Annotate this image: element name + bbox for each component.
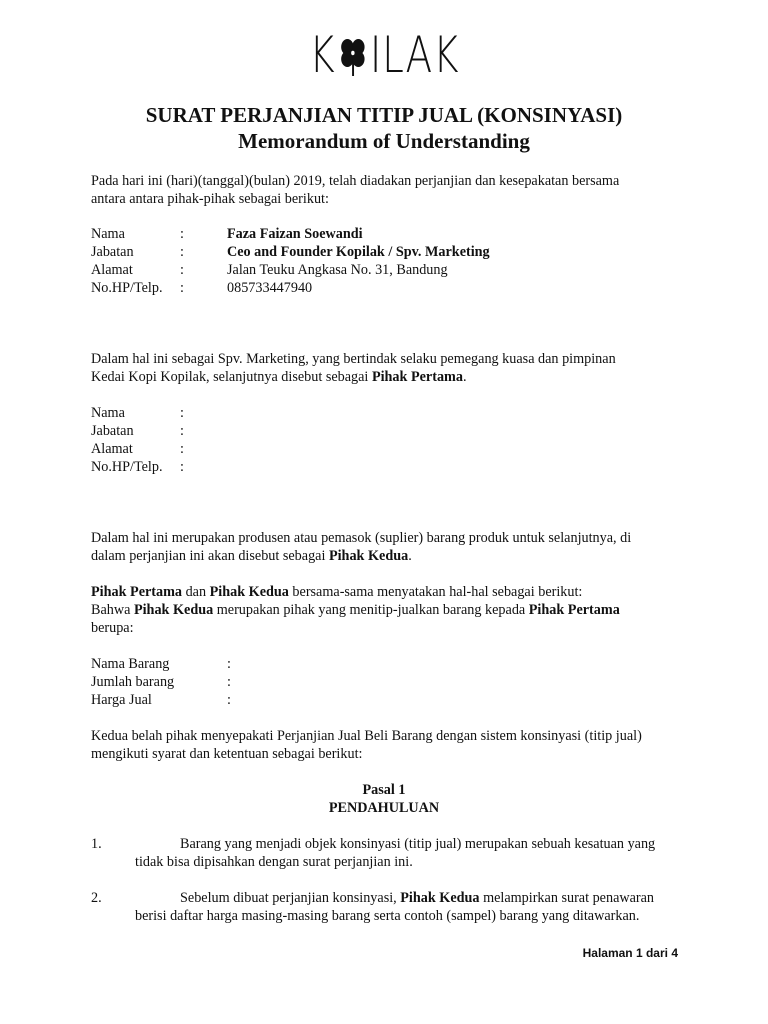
field-label: Nama Barang: [91, 656, 170, 672]
party2-name-row: [91, 404, 691, 422]
field-label: Harga Jual: [91, 692, 152, 708]
field-colon: :: [227, 656, 231, 672]
field-colon: :: [180, 244, 184, 260]
goods-price-row: [91, 691, 691, 709]
description-line: [91, 368, 681, 386]
field-colon: :: [180, 226, 184, 242]
field-colon: :: [227, 692, 231, 708]
item-number: 2.: [91, 890, 102, 906]
party1-phone-row: [91, 279, 691, 297]
description-text: dalam perjanjian ini akan disebut sebagai: [91, 548, 329, 564]
goods-name-row: [91, 655, 691, 673]
party2-address-row: [91, 440, 691, 458]
logo-text-left: K: [308, 26, 336, 84]
party1-name-row: [91, 225, 691, 243]
field-value: Faza Faizan Soewandi: [227, 226, 363, 242]
party1-position-row: [91, 243, 691, 261]
pihak-kedua-term: Pihak Kedua: [400, 890, 480, 906]
agreement-line: mengikuti syarat dan ketentuan sebagai berikut:: [91, 746, 363, 762]
field-value: Jalan Teuku Angkasa No. 31, Bandung: [227, 262, 448, 278]
statement-text: bersama-sama menyatakan hal-hal sebagai berikut:: [288, 584, 583, 600]
party2-description: [91, 529, 681, 565]
description-end: .: [408, 548, 412, 564]
pihak-kedua-term: Pihak Kedua: [209, 584, 289, 600]
pihak-pertama-term: Pihak Pertama: [371, 369, 463, 385]
page-number: Halaman 1 dari 4: [582, 946, 678, 960]
description-line: [91, 547, 681, 565]
description-text: Kedai Kopi Kopilak, selanjutnya disebut sebagai: [91, 369, 372, 385]
statement-line: [91, 583, 691, 601]
pasal-number: Pasal 1: [362, 782, 406, 798]
item-line: [135, 889, 683, 907]
statement-line: [91, 601, 691, 619]
field-label: No.HP/Telp.: [91, 459, 163, 475]
item-text: [135, 835, 683, 871]
item-line: berisi daftar harga masing-masing barang serta contoh (sampel) barang yang ditawarkan.: [135, 908, 640, 924]
pihak-pertama-term: Pihak Pertama: [528, 602, 620, 618]
clover-icon: [337, 33, 368, 77]
agreement-line: Kedua belah pihak menyepakati Perjanjian Jual Beli Barang dengan sistem konsinyasi (titip jual): [91, 728, 642, 744]
field-colon: :: [227, 674, 231, 690]
intro-line: antara antara pihak-pihak sebagai berikut:: [91, 191, 329, 207]
item-text: [135, 889, 683, 925]
item-line-text: melampirkan surat penawaran: [479, 890, 655, 906]
document-subtitle: Memorandum of Understanding: [238, 129, 530, 153]
statement-paragraph: [91, 583, 691, 637]
field-colon: :: [180, 280, 184, 296]
field-colon: :: [180, 262, 184, 278]
agreement-paragraph: [91, 727, 691, 763]
party2-position-row: [91, 422, 691, 440]
statement-text: Bahwa: [91, 602, 134, 618]
field-colon: :: [180, 405, 184, 421]
item-line-text: Sebelum dibuat perjanjian konsinyasi,: [180, 890, 401, 906]
field-label: Jabatan: [91, 423, 134, 439]
description-line: Dalam hal ini sebagai Spv. Marketing, yang bertindak selaku pemegang kuasa dan pimpinan: [91, 351, 616, 367]
field-label: No.HP/Telp.: [91, 280, 163, 296]
party2-phone-row: [91, 458, 691, 476]
statement-text: dan: [182, 584, 210, 600]
description-line: Dalam hal ini merupakan produsen atau pemasok (suplier) barang produk untuk selanjutnya, di: [91, 530, 632, 546]
field-colon: :: [180, 459, 184, 475]
field-colon: :: [180, 441, 184, 457]
field-value: Ceo and Founder Kopilak / Spv. Marketing: [227, 244, 490, 260]
item-number: 1.: [91, 836, 102, 852]
pihak-pertama-term: Pihak Pertama: [91, 584, 183, 600]
item-line: tidak bisa dipisahkan dengan surat perjanjian ini.: [135, 854, 413, 870]
intro-line: Pada hari ini (hari)(tanggal)(bulan) 2019, telah diadakan perjanjian dan kesepakatan bersama: [91, 173, 620, 189]
party1-address-row: [91, 261, 691, 279]
field-label: Alamat: [91, 441, 133, 457]
pihak-kedua-term: Pihak Kedua: [133, 602, 214, 618]
field-label: Alamat: [91, 262, 133, 278]
party1-description: [91, 350, 681, 386]
document-title: SURAT PERJANJIAN TITIP JUAL (KONSINYASI): [145, 103, 623, 127]
intro-paragraph: [91, 172, 681, 208]
field-colon: :: [180, 423, 184, 439]
field-label: Nama: [91, 405, 125, 421]
field-label: Nama: [91, 226, 125, 242]
item-line: Barang yang menjadi objek konsinyasi (titip jual) merupakan sebuah kesatuan yang: [180, 836, 656, 852]
statement-line: berupa:: [91, 620, 134, 636]
statement-text: merupakan pihak yang menitip-jualkan barang kepada: [213, 602, 529, 618]
kopilak-logo: [0, 26, 768, 84]
pasal-heading: PENDAHULUAN: [328, 800, 440, 816]
description-end: .: [462, 369, 467, 385]
field-label: Jabatan: [91, 244, 134, 260]
field-value: 085733447940: [227, 280, 313, 296]
goods-quantity-row: [91, 673, 691, 691]
field-label: Jumlah barang: [91, 674, 175, 690]
logo-text-right: ILAK: [369, 26, 460, 84]
pihak-kedua-term: Pihak Kedua: [328, 548, 409, 564]
